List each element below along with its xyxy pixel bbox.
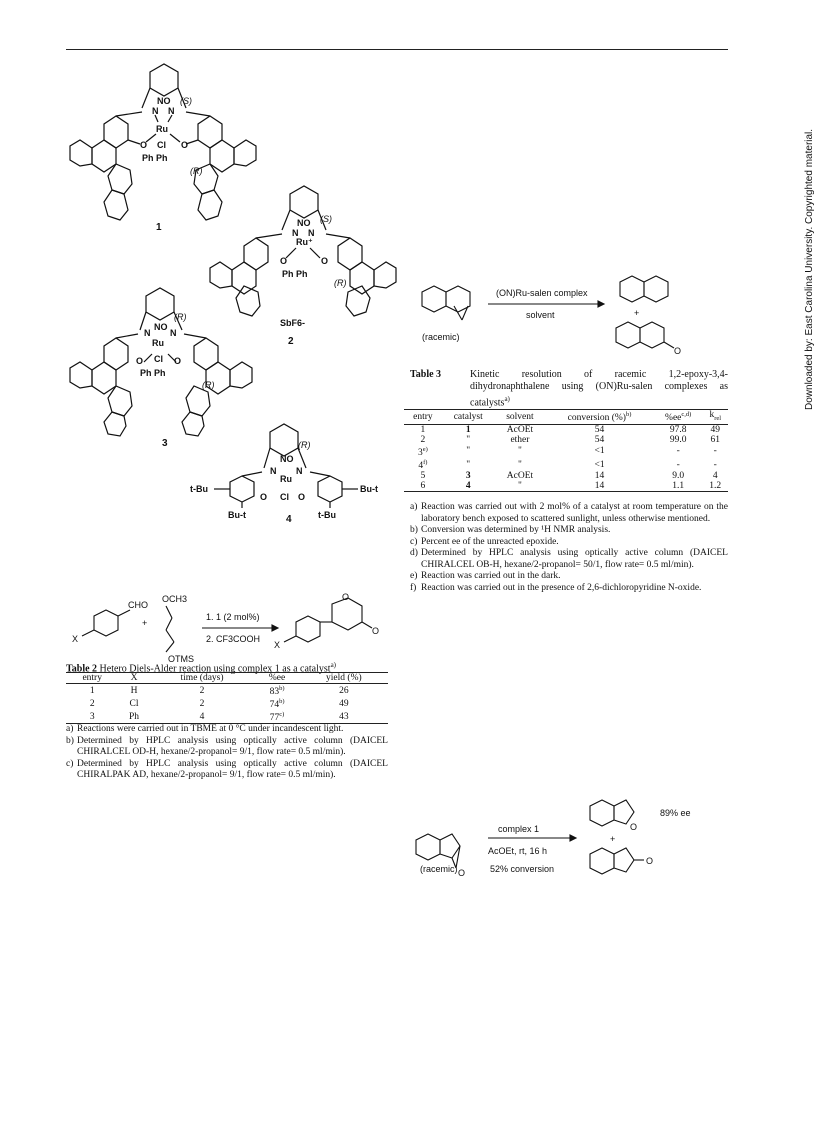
scheme2-otms: OTMS bbox=[168, 654, 194, 664]
footnote-mark: a) bbox=[410, 502, 418, 512]
footnote-text: Determined by HPLC analysis using optically active column (DAICEL CHIRALPAK AD, hexane/2-propanol= 9/1, flow rate= 0.5 ml/min). bbox=[77, 758, 388, 780]
compound-4-tbu-bottom-left: Bu-t bbox=[228, 510, 246, 520]
table3-entry-sup: e) bbox=[422, 445, 428, 453]
header-rule bbox=[66, 49, 728, 50]
table2-cell: 43 bbox=[339, 711, 349, 722]
table3-footnote bbox=[410, 583, 728, 595]
svg-text:Ph Ph: Ph Ph bbox=[140, 368, 166, 378]
table2-cell bbox=[254, 684, 299, 698]
svg-text:NO: NO bbox=[154, 322, 168, 332]
compound-3-stereo-top: (R) bbox=[174, 312, 187, 322]
table3-label: Table 3 bbox=[410, 369, 442, 380]
table3-cell: 97.8 bbox=[669, 424, 687, 435]
svg-text:N: N bbox=[270, 466, 277, 476]
table2-scheme bbox=[66, 592, 386, 664]
table3-caption bbox=[410, 369, 728, 409]
table2-ee-sup: b) bbox=[279, 685, 285, 692]
svg-text:N: N bbox=[144, 328, 151, 338]
table-row bbox=[404, 481, 728, 492]
footnote-text: Determined by HPLC analysis using optically active column (DAICEL CHIRALCEL OD-H, hexane/2-propanol= 9/1, flow rate= 0.5 ml/min). bbox=[77, 735, 388, 757]
svg-text:Ru: Ru bbox=[280, 474, 292, 484]
table2-cell: 26 bbox=[339, 685, 349, 696]
table2-ee-value: 77 bbox=[269, 713, 280, 724]
scheme2-x: X bbox=[72, 634, 79, 644]
scheme2-step1: 1. 1 (2 mol%) bbox=[206, 612, 260, 622]
table3-cell: " bbox=[518, 446, 522, 457]
table3-col-krel-sub: rel bbox=[714, 414, 722, 422]
table3-entry-sup: f) bbox=[423, 459, 428, 467]
compound-4-structure bbox=[190, 420, 405, 525]
table3-cell: 99.0 bbox=[669, 434, 687, 445]
table3-col-solvent: solvent bbox=[506, 411, 534, 422]
table2-ee-sup: b) bbox=[279, 698, 285, 706]
footnote-text: Reactions were carried out in TBME at 0 °C under incandescent light. bbox=[77, 724, 344, 734]
table3-cell: 49 bbox=[710, 424, 720, 435]
footnote-mark: b) bbox=[410, 525, 418, 535]
table2-cell: Cl bbox=[129, 698, 139, 709]
table3-cell: AcOEt bbox=[506, 424, 534, 435]
table3-cell: 4 bbox=[712, 471, 718, 482]
footnote-text: Percent ee of the unreacted epoxide. bbox=[421, 536, 559, 547]
table2-header-row bbox=[66, 673, 388, 684]
compound-2-counterion: SbF6- bbox=[280, 318, 306, 328]
table3-cell: 5 bbox=[420, 471, 426, 482]
scheme2-cho: CHO bbox=[128, 600, 148, 610]
table2-col-time: time (days) bbox=[180, 673, 224, 683]
svg-text:Ru⁺: Ru⁺ bbox=[296, 237, 313, 247]
table3-cell: - bbox=[713, 459, 717, 470]
table3-col-conversion bbox=[545, 410, 654, 425]
table3-cell: " bbox=[466, 446, 471, 457]
footnote-text: Determined by HPLC analysis using optically active column (DAICEL CHIRALCEL OB-H, hexane/2-propanol= 50/1, flow rate= 0.5 ml/min). bbox=[421, 548, 728, 570]
table3-col-catalyst: catalyst bbox=[453, 411, 483, 422]
table3-footnote bbox=[410, 548, 728, 571]
compound-4-stereo: (R) bbox=[298, 440, 311, 450]
svg-text:Cl: Cl bbox=[154, 354, 163, 364]
table2-footnotes bbox=[66, 724, 388, 782]
svg-text:O: O bbox=[260, 492, 268, 502]
table2-ee-value: 83 bbox=[269, 687, 280, 698]
table3-col-ee bbox=[654, 410, 703, 425]
table3-cell: AcOEt bbox=[506, 471, 534, 482]
table3-col-ee-sup: c,d) bbox=[681, 411, 692, 419]
scheme3-racemic: (racemic) bbox=[422, 332, 460, 342]
bottom-ee: 89% ee bbox=[660, 808, 691, 818]
table3 bbox=[404, 409, 728, 492]
table3-footnote bbox=[410, 537, 728, 549]
table2-cell: 3 bbox=[89, 711, 95, 722]
svg-text:N: N bbox=[168, 106, 175, 116]
scheme3-solvent: solvent bbox=[526, 310, 555, 320]
table-row bbox=[404, 435, 728, 445]
table2-footnote bbox=[66, 736, 388, 759]
table3-caption-text: Kinetic resolution of racemic 1,2-epoxy-3,4-dihydronaphthalene using (ON)Ru-salen complexes as catalysts bbox=[470, 369, 728, 409]
table2-caption-text: Hetero Diels-Alder reaction using complex 1 as a catalyst bbox=[99, 663, 331, 675]
table2-col-yield: yield (%) bbox=[326, 673, 362, 683]
table2-footnote bbox=[66, 759, 388, 782]
table3-cell: 4 bbox=[465, 481, 471, 492]
compound-4-tbu-left: t-Bu bbox=[190, 484, 208, 494]
table3-col-ee-label: %ee bbox=[665, 413, 682, 424]
table3-cell: 14 bbox=[594, 481, 605, 492]
table3-cell: - bbox=[713, 446, 717, 457]
bottom-racemic: (racemic) bbox=[420, 864, 458, 874]
bottom-ketone-o: O bbox=[646, 856, 654, 866]
table3-cell: <1 bbox=[594, 446, 605, 457]
footnote-mark: a) bbox=[66, 724, 74, 734]
table2-cell: 2 bbox=[199, 685, 205, 696]
table2-cell bbox=[254, 710, 299, 724]
table3-footnote bbox=[410, 525, 728, 537]
table2-col-x: X bbox=[130, 673, 138, 683]
scheme2-plus: + bbox=[142, 618, 148, 628]
scheme3-ketone-o: O bbox=[674, 346, 682, 356]
table3-cell: <1 bbox=[594, 459, 605, 470]
scheme3-reagent: (ON)Ru-salen complex bbox=[496, 288, 588, 298]
compound-1-stereo-r: (R) bbox=[190, 166, 203, 176]
table2-footnote bbox=[66, 724, 388, 736]
compound-4-tbu-right: Bu-t bbox=[360, 484, 378, 494]
table3-cell: " bbox=[518, 459, 522, 470]
compound-2-stereo-s: (S) bbox=[320, 214, 332, 224]
svg-text:O: O bbox=[298, 492, 306, 502]
bottom-racemic-epoxide-o: O bbox=[458, 868, 466, 878]
table3-cell: " bbox=[466, 434, 471, 445]
svg-text:Ru: Ru bbox=[156, 124, 168, 134]
table2-cell bbox=[254, 697, 299, 710]
table3-cell: 1.2 bbox=[709, 481, 722, 492]
svg-text:O: O bbox=[140, 140, 148, 150]
table3-entry-value: 4 bbox=[418, 461, 424, 472]
compound-1-number: 1 bbox=[156, 222, 162, 233]
table3-cell: " bbox=[518, 481, 522, 492]
table-row bbox=[66, 684, 388, 698]
table2-cell: 4 bbox=[199, 711, 205, 722]
svg-text:Cl: Cl bbox=[280, 492, 289, 502]
table3-cell: ether bbox=[510, 434, 530, 445]
svg-text:Ph Ph: Ph Ph bbox=[282, 269, 308, 279]
svg-text:NO: NO bbox=[297, 218, 311, 228]
table3-col-conversion-sup: b) bbox=[625, 411, 632, 419]
footnote-mark: c) bbox=[410, 536, 418, 547]
table2-cell: Ph bbox=[129, 711, 140, 722]
table-row bbox=[404, 458, 728, 471]
table3-cell: - bbox=[676, 459, 680, 470]
bottom-reagent: complex 1 bbox=[498, 824, 540, 834]
scheme2-ring-o: O bbox=[342, 592, 350, 602]
footnote-text: Reaction was carried out in the presence of 2,6-dichloropyridine N-oxide. bbox=[421, 582, 702, 593]
svg-text:N: N bbox=[292, 228, 299, 238]
compound-4-tbu-bottom-right: t-Bu bbox=[318, 510, 336, 520]
table3-cell: " bbox=[466, 459, 471, 470]
table3-col-krel bbox=[702, 410, 728, 425]
svg-text:O: O bbox=[280, 256, 288, 266]
footnote-mark: f) bbox=[410, 582, 417, 593]
footnote-mark: d) bbox=[410, 548, 418, 558]
table3-cell: 3 bbox=[465, 471, 471, 482]
table2-cell: 49 bbox=[339, 698, 349, 709]
table3-footnotes bbox=[410, 502, 728, 594]
svg-text:N: N bbox=[296, 466, 303, 476]
svg-text:O: O bbox=[321, 256, 329, 266]
table3-col-krel-label: k bbox=[709, 410, 715, 420]
table3-scheme bbox=[410, 276, 690, 366]
compound-2-stereo-r: (R) bbox=[334, 278, 347, 288]
footnote-text: Reaction was carried out in the dark. bbox=[421, 571, 561, 581]
table2-cell: 2 bbox=[89, 698, 95, 709]
table3-cell: 2 bbox=[420, 434, 426, 445]
table3-cell: 1 bbox=[465, 424, 471, 435]
compound-3-stereo-bottom: (R) bbox=[202, 380, 215, 390]
svg-text:O: O bbox=[181, 140, 189, 150]
svg-text:N: N bbox=[152, 106, 159, 116]
table2-ee-value: 74 bbox=[269, 700, 280, 711]
table3-cell: 14 bbox=[594, 471, 605, 482]
table-row bbox=[66, 697, 388, 710]
table3-cell: 9.0 bbox=[672, 471, 685, 482]
table3-col-conversion-label: conversion (%) bbox=[567, 413, 626, 424]
bottom-conditions: AcOEt, rt, 16 h bbox=[488, 846, 548, 856]
bottom-scheme bbox=[410, 800, 710, 890]
footnote-text: Reaction was carried out with 2 mol% of a catalyst at room temperature on the laboratory bench exposed to scattered sunlight, unless otherwise mentioned. bbox=[421, 502, 728, 524]
svg-text:Cl: Cl bbox=[157, 140, 166, 150]
compound-3-number: 3 bbox=[162, 438, 168, 449]
compound-1-stereo-s: (S) bbox=[180, 96, 192, 106]
table-row bbox=[66, 710, 388, 724]
table-row bbox=[404, 445, 728, 458]
table3-cell: 54 bbox=[594, 424, 605, 435]
bottom-plus: + bbox=[610, 834, 616, 844]
scheme2-carbonyl-o: O bbox=[372, 626, 380, 636]
svg-text:Ru: Ru bbox=[152, 338, 164, 348]
svg-text:N: N bbox=[308, 228, 315, 238]
scheme2-prod-x: X bbox=[274, 640, 281, 650]
table3-col-entry: entry bbox=[413, 411, 433, 422]
table2-col-entry: entry bbox=[82, 673, 102, 683]
table2-label: Table 2 bbox=[66, 663, 98, 675]
table3-footnote bbox=[410, 502, 728, 525]
svg-text:NO: NO bbox=[280, 454, 294, 464]
table3-cell: - bbox=[676, 446, 680, 457]
table2-cell: 1 bbox=[89, 685, 95, 696]
bottom-epoxide-o: O bbox=[630, 822, 638, 832]
scheme2-step2: 2. CF3COOH bbox=[206, 634, 261, 644]
table3-entry-value: 3 bbox=[417, 448, 423, 459]
table-row bbox=[404, 471, 728, 481]
table3-caption-sup: a) bbox=[504, 395, 510, 403]
table-row bbox=[404, 424, 728, 435]
compound-2-number: 2 bbox=[288, 336, 294, 347]
svg-text:O: O bbox=[174, 356, 182, 366]
table3-cell bbox=[404, 445, 442, 458]
table2-col-ee: %ee bbox=[268, 673, 286, 683]
table3-cell: 54 bbox=[594, 434, 605, 445]
table3-cell bbox=[404, 458, 442, 471]
footnote-text: Conversion was determined by ¹H NMR analysis. bbox=[421, 525, 611, 535]
compound-4-number: 4 bbox=[286, 514, 292, 525]
table2-caption-sup: a) bbox=[330, 661, 337, 669]
svg-text:O: O bbox=[136, 356, 144, 366]
table2 bbox=[66, 672, 388, 724]
download-notice: Downloaded by: East Carolina University. Copyrighted material. bbox=[804, 128, 815, 410]
footnote-mark: c) bbox=[66, 758, 74, 769]
table3-cell: 6 bbox=[420, 481, 426, 492]
svg-text:N: N bbox=[170, 328, 177, 338]
table2-cell: H bbox=[130, 685, 138, 696]
table2-cell: 2 bbox=[199, 698, 205, 709]
svg-text:Ph Ph: Ph Ph bbox=[142, 153, 168, 163]
table3-cell: 61 bbox=[710, 434, 720, 445]
table3-cell: 1.1 bbox=[672, 481, 685, 492]
scheme3-plus: + bbox=[634, 308, 640, 318]
table2-ee-sup: c) bbox=[279, 711, 285, 719]
table3-header-row bbox=[404, 410, 728, 425]
scheme2-ome: OCH3 bbox=[162, 594, 188, 604]
svg-text:NO: NO bbox=[157, 96, 171, 106]
footnote-mark: b) bbox=[66, 735, 74, 746]
bottom-conversion: 52% conversion bbox=[490, 864, 555, 874]
footnote-mark: e) bbox=[410, 571, 418, 581]
table3-footnote bbox=[410, 571, 728, 583]
table3-cell: 1 bbox=[420, 424, 426, 435]
